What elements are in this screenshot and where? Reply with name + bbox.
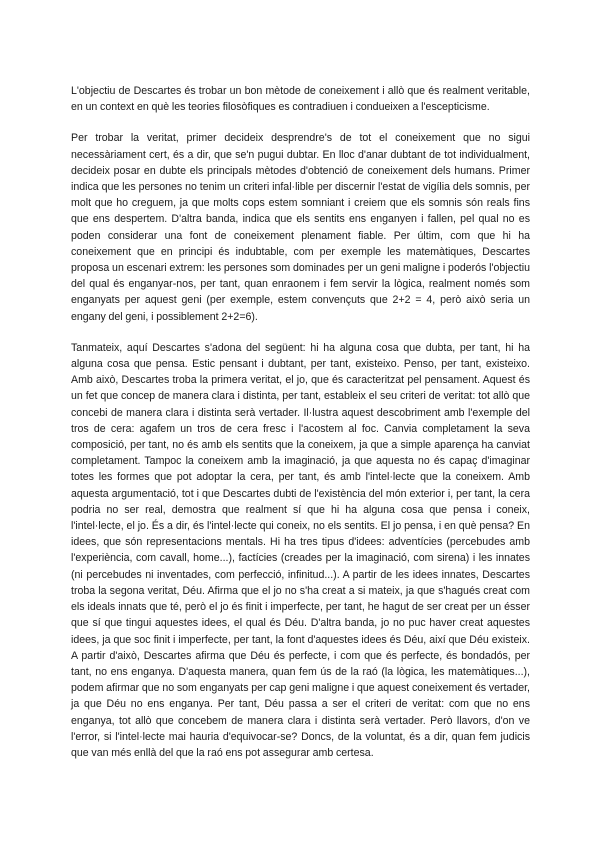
document-page: [71, 83, 530, 776]
paragraph-cogito: Tanmateix, aquí Descartes s'adona del següent: hi ha alguna cosa que dubta, per tant, hi ha alguna cosa que pensa. Estic pensant i dubtant, per tant, existeixo. Penso, per tant, existeixo. Amb això, Descartes troba la primera veritat, el jo, que és caracteritzat pel pensament. Aquest és un fet que concep de manera clara i distinta, per tant, estableix el seu criteri de veritat: tot allò que concebi de manera clara i distinta serà vertader. Il·lustra aquest descobriment amb l'exemple del tros de cera: agafem un tros de cera fresc i l'acostem al foc. Canvia completament la seva composició, per tant, no és amb els sentits que la coneixem, ja que a simple aparença ha canviat completament. Tampoc la coneixem amb la imaginació, ja que aquesta no és capaç d'imaginar totes les formes que pot adoptar la cera, per tant, és amb l'intel·lecte que la coneixem. Amb aquesta argumentació, tot i que Descartes dubti de l'existència del món exterior i, per tant, la cera podria no ser real, demostra que realment sí que hi ha alguna cosa que pensa i coneix, l'intel·lecte, el jo. És a dir, és l'intel·lecte qui coneix, no els sentits. El jo pensa, i en què pensa? En idees, que són representacions mentals. Hi ha tres tipus d'idees: adventícies (percebudes amb l'experiència, com cavall, home...), factícies (creades per la imaginació, com sirena) i les innates (ni percebudes ni inventades, com perfecció, infinitud...). A partir de les idees innates, Descartes troba la segona veritat, Déu. Afirma que el jo no s'ha creat a si mateix, ja que s'hagués creat com els ideals innats que té, però el jo és finit i imperfecte, per tant, he hagut de ser creat per un ésser que sí que tingui aquestes idees, el qual és Déu. D'altra banda, jo no puc haver creat aquestes idees, ja que soc finit i imperfecte, per tant, la font d'aquestes idees és Déu, així que Déu existeix. A partir d'això, Descartes afirma que Déu és perfecte, i com que és perfecte, és bondadós, per tant, no ens enganya. D'aquesta manera, quan fem ús de la raó (la lògica, les matemàtiques...), podem afirmar que no som enganyats per cap geni maligne i que aquest coneixement és vertader, ja que Déu no ens enganya. Per tant, Déu passa a ser el criteri de veritat: com que no ens enganya, tot allò que concebem de manera clara i distinta serà vertader. Però llavors, d'on ve l'error, si l'intel·lecte mai hauria d'equivocar-se? Doncs, de la voluntat, és a dir, quan fem judicis que van més enllà del que la raó ens pot assegurar amb certesa.: [71, 341, 530, 759]
paragraph-methodic-doubt: Per trobar la veritat, primer decideix desprendre's de tot el coneixement que no sigui necessàriament cert, és a dir, que se'n pugui dubtar. En lloc d'anar dubtant de tot individualment, decideix posar en dubte els principals mètodes d'obtenció de coneixement dels humans. Primer indica que les persones no tenim un criteri infal·lible per discernir l'estat de vigília dels somnis, per molt que ho creguem, ja que molts cops estem somniant i creiem que els somnis són reals fins que ens despertem. D'altra banda, indica que els sentits ens enganyen i fallen, pel qual no es poden considerar una font de coneixement plenament fiable. Per últim, com que hi ha coneixement que en principi és indubtable, com per exemple les matemàtiques, Descartes proposa un escenari extrem: les persones som dominades per un geni maligne i poderós l'objectiu del qual és enganyar-nos, per tant, quan enraonem i fem servir la lògica, realment només som enganyats per aquest geni (per exemple, estem convençuts que 2+2 = 4, però això seria un engany del geni, i possiblement 2+2=6).: [71, 132, 530, 323]
paragraph-intro: L'objectiu de Descartes és trobar un bon mètode de coneixement i allò que és realment veritable, en un context en què les teories filosòfiques es contradiuen i condueixen a l'escepticisme.: [71, 85, 530, 114]
